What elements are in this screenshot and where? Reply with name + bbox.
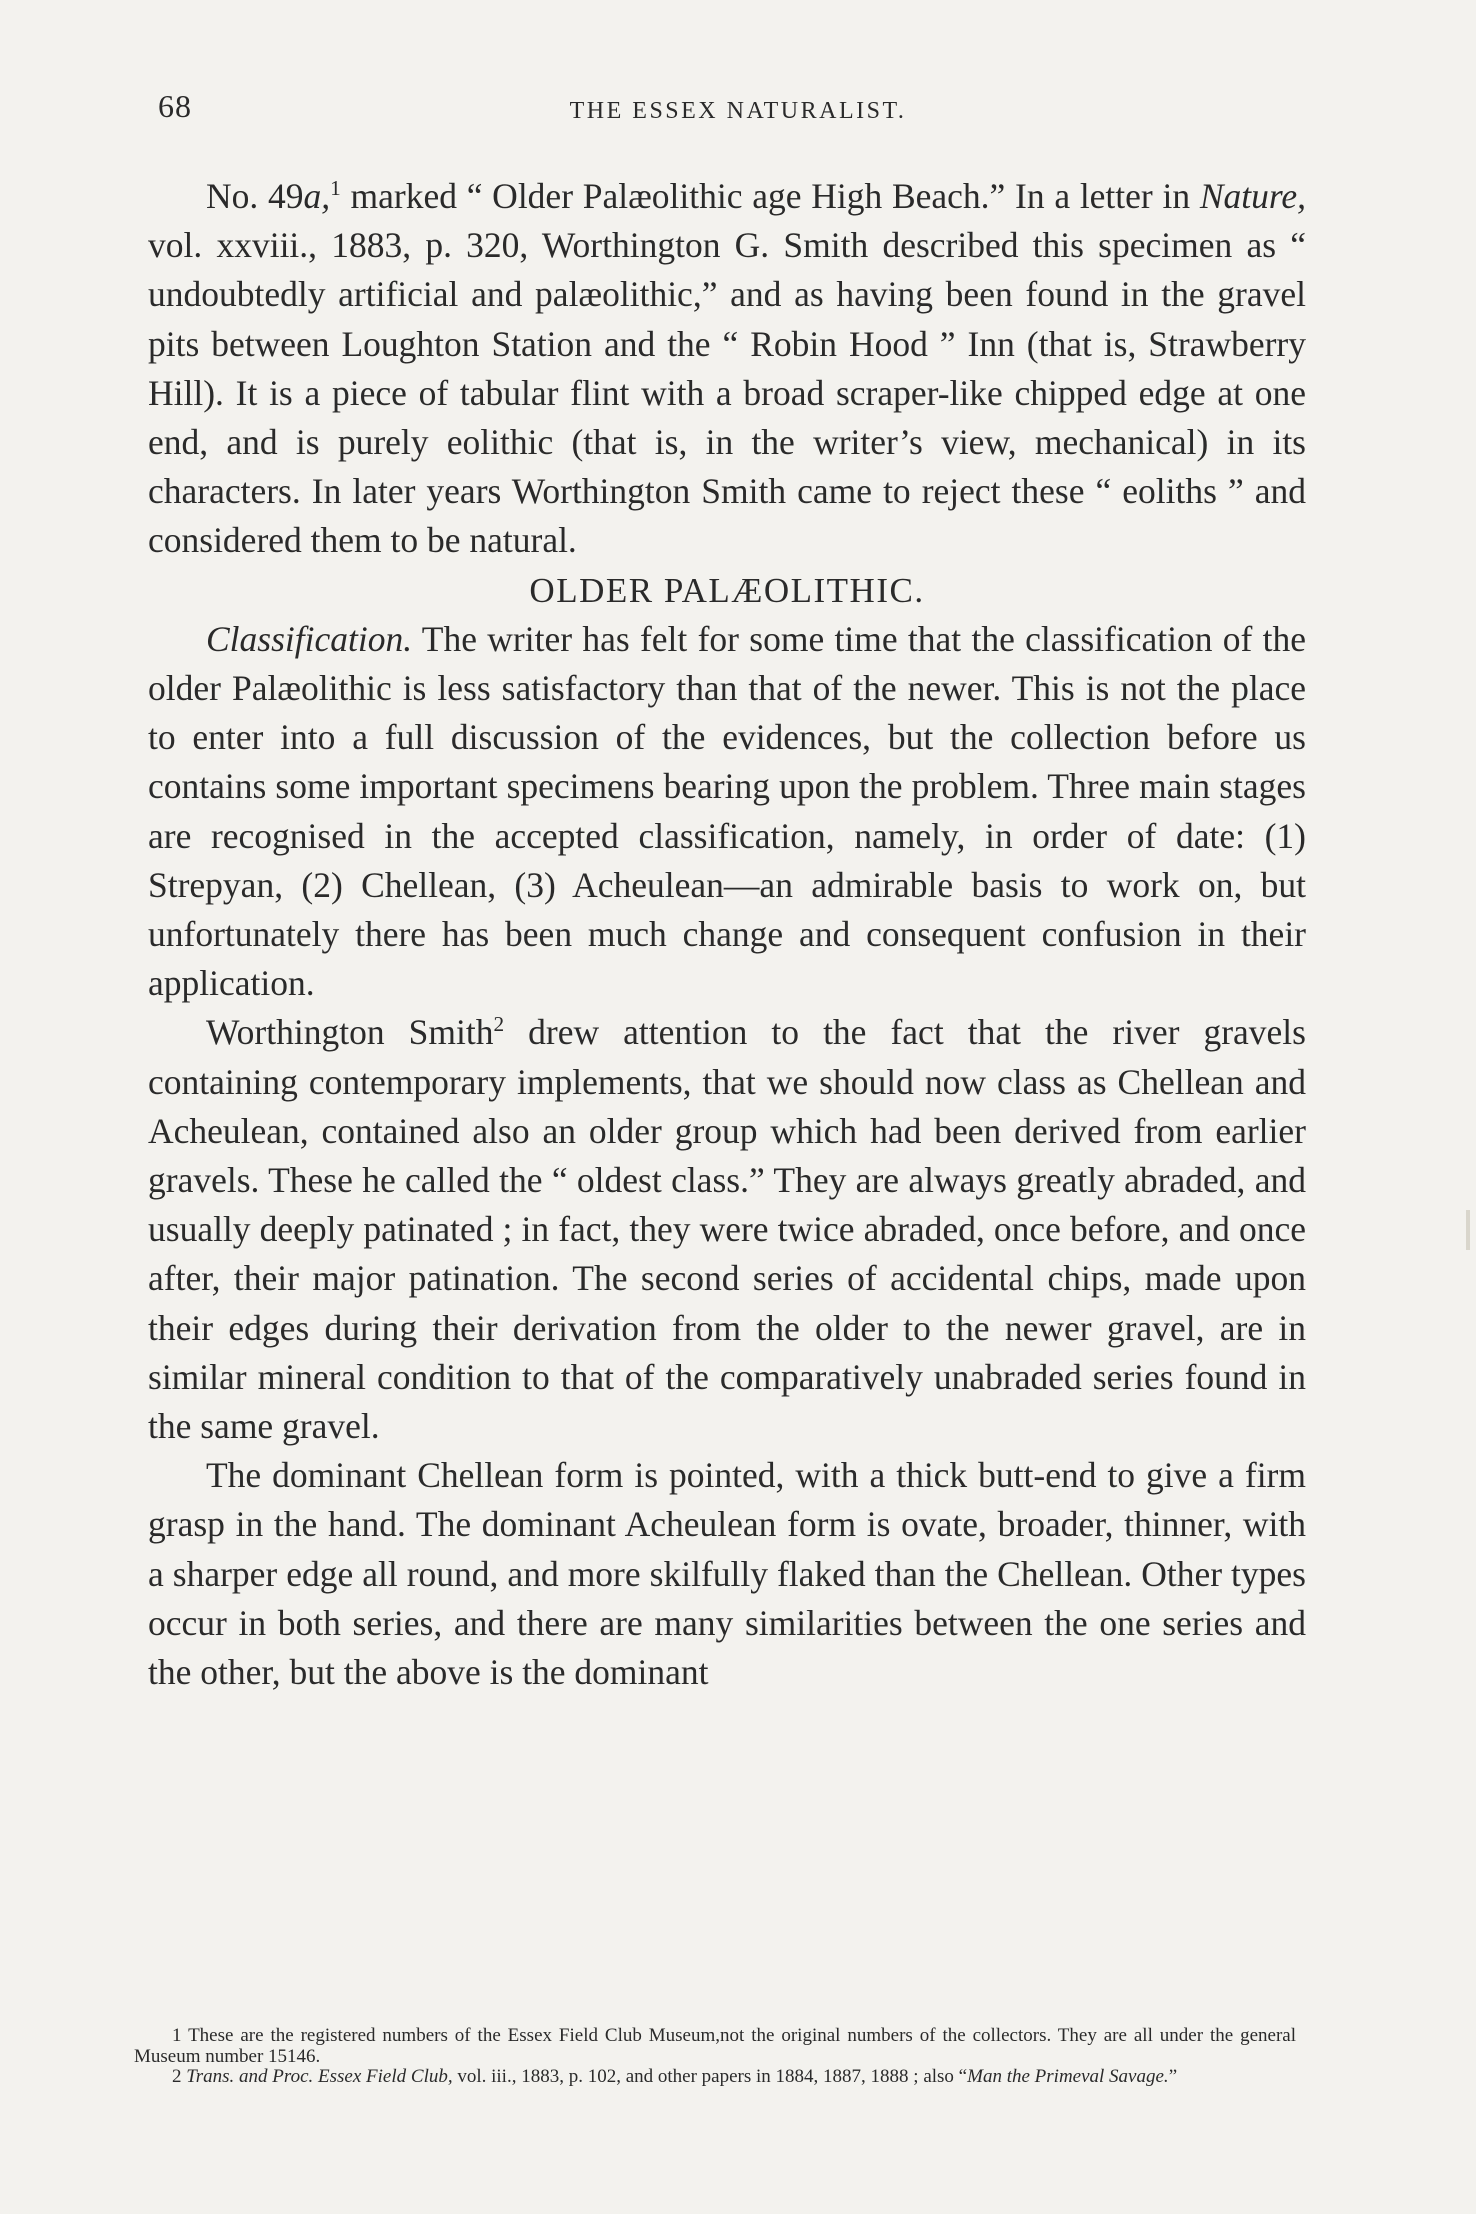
footnote-2-end: ” bbox=[1168, 2066, 1178, 2087]
specimen-letter: a, bbox=[303, 176, 331, 216]
footnote-2-journal: Trans. and Proc. Essex Field Club, bbox=[186, 2066, 453, 2087]
footnote-2 bbox=[134, 2067, 1296, 2088]
paragraph-1 bbox=[148, 172, 1306, 566]
footnote-ref-1: 1 bbox=[330, 176, 341, 201]
classification-subheading: Classification. bbox=[206, 618, 413, 659]
paragraph-3-text-b: drew attention to the fact that the river gravels containing contemporary implements, that we should now class as Chellean and Acheulean, contained also an older group which had been derived from earlier gravels. These he called the “ oldest class.” They are always greatly abraded, and usually deeply patinated ; in fact, they were twice abraded, once before, and once after, their major patination. The second series of accidental chips, made upon their edges during their derivation from the older to the newer gravel, are in similar mineral condition to that of the comparatively unabraded series found in the same gravel. bbox=[148, 1012, 1306, 1447]
specimen-number: No. 49 bbox=[206, 176, 304, 216]
footnote-2-text: vol. iii., 1883, p. 102, and other papers in 1884, 1887, 1888 ; also “ bbox=[452, 2066, 968, 2087]
page-number: 68 bbox=[158, 88, 192, 124]
main-text bbox=[148, 172, 1306, 1697]
footnote-2-book: Man the Primeval Savage. bbox=[967, 2066, 1169, 2087]
paragraph-1-text-b: vol. xxviii., 1883, p. 320, Worthington G. Smith described this specimen as “ undoubtedly artificial and palæolithic,” and as having been found in the gravel pits between Loughton Station and the “ Robin Hood ” Inn (that is, Strawberry Hill). It is a piece of tabular flint with a broad scraper-like chipped edge at one end, and is purely eolithic (that is, in the writer’s view, mechanical) in its characters. In later years Worthington Smith came to reject these “ eoliths ” and considered them to be natural. bbox=[148, 225, 1306, 561]
paragraph-1-text-a: marked “ Older Palæolithic age High Beach.” In a letter in bbox=[340, 176, 1200, 216]
paragraph-3-text-a: Worthington Smith bbox=[206, 1012, 494, 1053]
paper-edge-mark bbox=[1466, 1210, 1470, 1250]
footnote-2-marker: 2 bbox=[172, 2066, 187, 2087]
journal-title: Nature, bbox=[1199, 176, 1306, 216]
footnote-1: 1 These are the registered numbers of the Essex Field Club Museum,not the original numbers of the collectors. They are all under the general Museum number 15146. bbox=[134, 2025, 1296, 2067]
paragraph-2-text: The writer has felt for some time that the classification of the older Palæolithic is less satisfactory than that of the newer. This is not the place to enter into a full discussion of the evidences, but the collection before us contains some important specimens bearing upon the problem. Three main stages are recognised in the accepted classification, namely, in order of date: (1) Strepyan, (2) Chellean, (3) Acheulean—an admirable basis to work on, but unfortunately there has been much change and consequent confusion in their application. bbox=[148, 618, 1306, 1004]
paragraph-2 bbox=[148, 615, 1306, 1009]
running-title: THE ESSEX NATURALIST. bbox=[569, 98, 907, 124]
section-heading: OLDER PALÆOLITHIC. bbox=[529, 570, 925, 610]
footnote-ref-2: 2 bbox=[493, 1012, 505, 1037]
paragraph-4: The dominant Chellean form is pointed, with a thick butt-end to give a firm grasp in the hand. The dominant Acheulean form is ovate, broader, thinner, with a sharper edge all round, and more skilfully flaked than the Chellean. Other types occur in both series, and there are many similarities between the one series and the other, but the above is the dominant bbox=[148, 1455, 1306, 1693]
paragraph-3 bbox=[148, 1008, 1306, 1451]
footnotes bbox=[134, 2026, 1296, 2088]
